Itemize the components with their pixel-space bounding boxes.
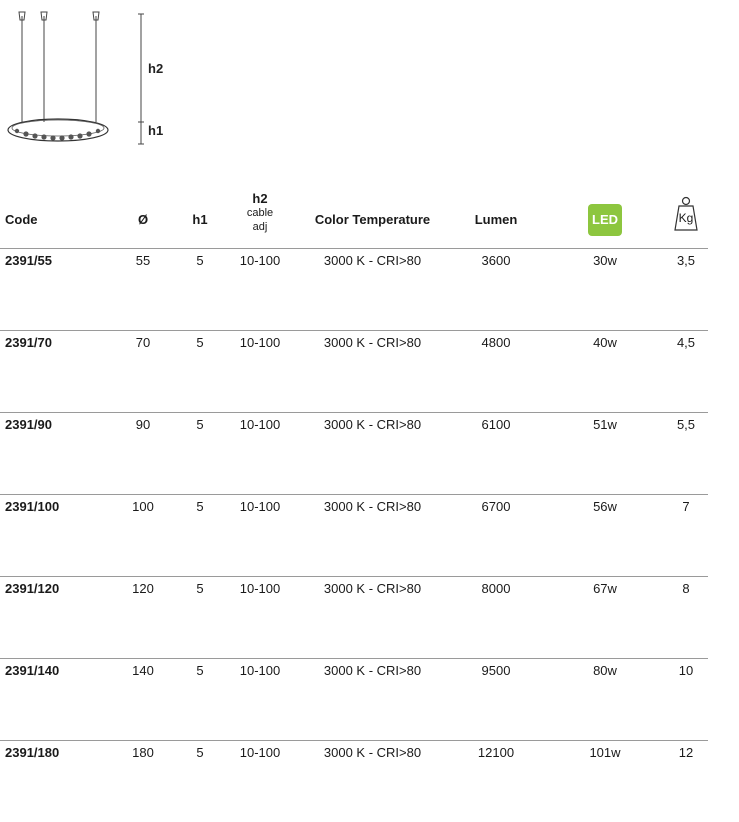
cell-lumen: 6700	[481, 499, 511, 514]
cell-weight: 3,5	[676, 253, 696, 268]
cell-code: 2391/100	[5, 499, 60, 514]
spec-table	[0, 190, 708, 822]
cell-h1: 5	[196, 745, 204, 760]
cell-color-temperature: 3000 K - CRI>80	[323, 253, 422, 268]
table-header	[0, 190, 708, 249]
cell-diameter: 55	[135, 253, 151, 268]
cell-h2: 10-100	[239, 417, 281, 432]
cell-weight: 7	[682, 499, 690, 514]
cell-diameter: 70	[135, 335, 151, 350]
header-h2-title: h2	[252, 191, 268, 206]
led-badge-icon: LED	[588, 204, 622, 236]
cell-h1: 5	[196, 253, 204, 268]
cell-h2: 10-100	[239, 253, 281, 268]
weight-kg-icon	[673, 196, 699, 232]
cell-led-power: 80w	[593, 663, 617, 678]
cell-diameter: 140	[132, 663, 154, 678]
cell-color-temperature: 3000 K - CRI>80	[323, 581, 422, 596]
cell-led-power: 101w	[589, 745, 621, 760]
header-lumen: Lumen	[474, 212, 518, 227]
cell-color-temperature: 3000 K - CRI>80	[323, 499, 422, 514]
table-row	[0, 249, 708, 331]
cell-led-power: 51w	[593, 417, 617, 432]
ring-pendant-lamp-drawing	[0, 0, 200, 160]
cell-h2: 10-100	[239, 745, 281, 760]
cell-weight: 8	[682, 581, 690, 596]
header-kg	[660, 212, 712, 235]
cell-color-temperature: 3000 K - CRI>80	[323, 335, 422, 350]
cell-diameter: 100	[132, 499, 154, 514]
cell-led-power: 67w	[593, 581, 617, 596]
cell-led-power: 30w	[593, 253, 617, 268]
h1-dimension-label: h1	[148, 123, 164, 138]
cell-code: 2391/120	[5, 581, 60, 596]
cell-code: 2391/90	[5, 417, 52, 432]
cell-h1: 5	[196, 663, 204, 678]
cell-h1: 5	[196, 417, 204, 432]
table-row	[0, 331, 708, 413]
cell-color-temperature: 3000 K - CRI>80	[323, 745, 422, 760]
cell-lumen: 8000	[481, 581, 511, 596]
cell-diameter: 120	[132, 581, 154, 596]
header-h2-adj: adj	[252, 221, 268, 233]
table-row	[0, 495, 708, 577]
cell-h1: 5	[196, 335, 204, 350]
header-h1: h1	[192, 212, 208, 227]
cell-lumen: 9500	[481, 663, 511, 678]
cell-h2: 10-100	[239, 499, 281, 514]
cell-diameter: 180	[132, 745, 154, 760]
header-color-temperature: Color Temperature	[314, 212, 431, 227]
table-row	[0, 413, 708, 495]
cell-lumen: 4800	[481, 335, 511, 350]
cell-lumen: 6100	[481, 417, 511, 432]
cell-h1: 5	[196, 581, 204, 596]
table-row	[0, 741, 708, 822]
header-code: Code	[5, 212, 38, 227]
cell-led-power: 56w	[593, 499, 617, 514]
cell-h2: 10-100	[239, 581, 281, 596]
h2-dimension-label: h2	[148, 61, 164, 76]
cell-weight: 4,5	[676, 335, 696, 350]
cell-code: 2391/140	[5, 663, 60, 678]
cell-weight: 10	[678, 663, 694, 678]
cell-code: 2391/180	[5, 745, 60, 760]
header-diameter: Ø	[137, 212, 149, 227]
header-h2-cable: cable	[246, 207, 274, 219]
cell-code: 2391/70	[5, 335, 52, 350]
cell-lumen: 12100	[477, 745, 515, 760]
header-h2	[228, 192, 292, 234]
cell-h2: 10-100	[239, 663, 281, 678]
cell-weight: 5,5	[676, 417, 696, 432]
cell-diameter: 90	[135, 417, 151, 432]
cell-lumen: 3600	[481, 253, 511, 268]
cell-h1: 5	[196, 499, 204, 514]
table-row	[0, 577, 708, 659]
cell-led-power: 40w	[593, 335, 617, 350]
cell-weight: 12	[678, 745, 694, 760]
kg-label: Kg	[678, 211, 694, 225]
table-row	[0, 659, 708, 741]
table-body	[0, 249, 708, 822]
cell-code: 2391/55	[5, 253, 52, 268]
header-led	[570, 212, 640, 236]
cell-color-temperature: 3000 K - CRI>80	[323, 663, 422, 678]
technical-drawing	[0, 0, 739, 160]
cell-h2: 10-100	[239, 335, 281, 350]
cell-color-temperature: 3000 K - CRI>80	[323, 417, 422, 432]
